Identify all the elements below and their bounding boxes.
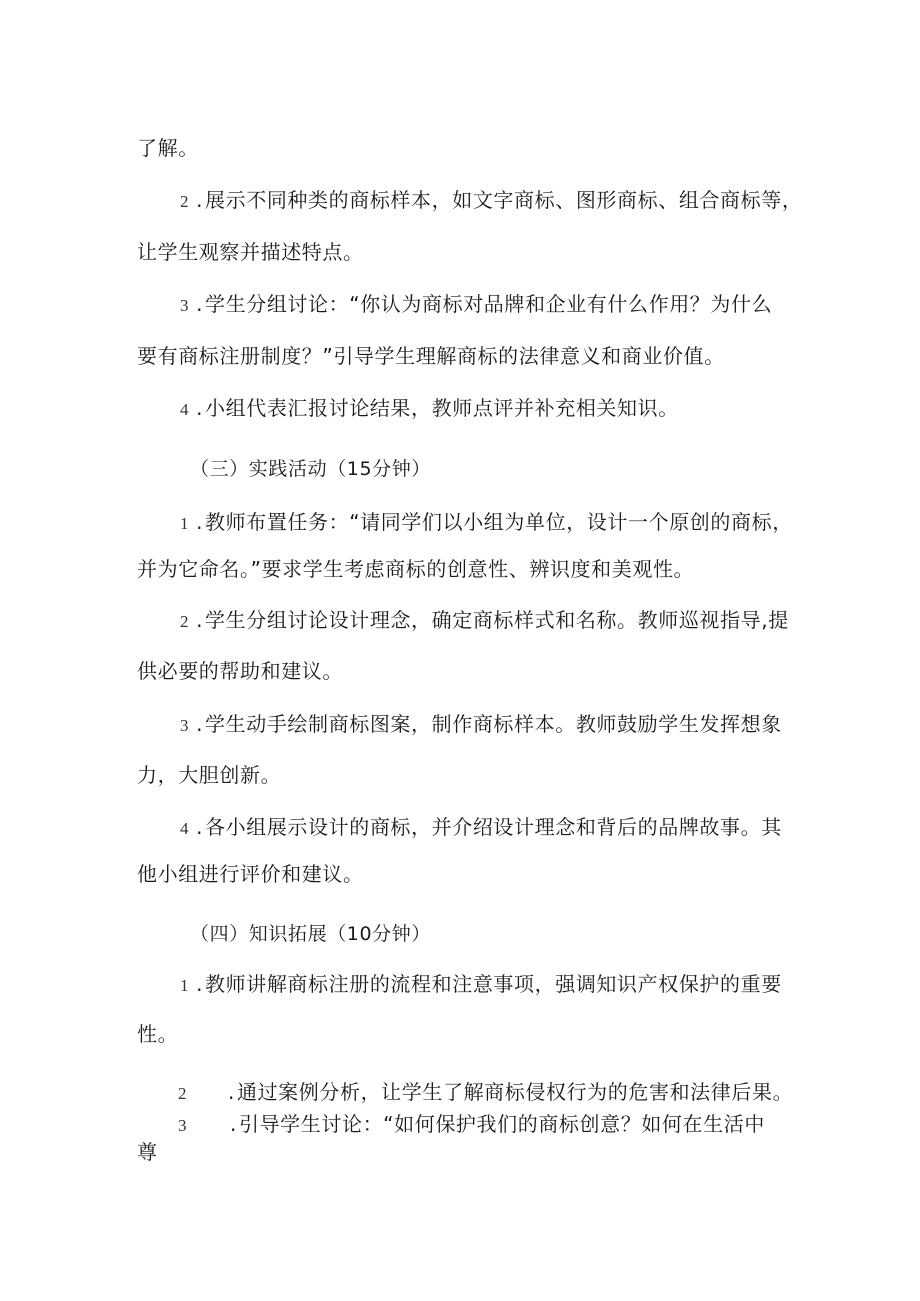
list-item: 4 . 各小组展示设计的商标，并介绍设计理念和背后的品牌故事。其 bbox=[180, 815, 782, 839]
item-text-line1: 各小组展示设计的商标，并介绍设计理念和背后的品牌故事。其 bbox=[205, 815, 782, 839]
item-text-line2: 让学生观察并描述特点。 bbox=[137, 240, 364, 264]
item-text-line2: 性。 bbox=[137, 1022, 179, 1046]
item-text-line1: 教师讲解商标注册的流程和注意事项，强调知识产权保护的重要 bbox=[205, 972, 782, 996]
list-item: 1 . 教师布置任务：“请同学们以小组为单位，设计一个原创的商标， bbox=[180, 510, 793, 534]
item-number: 4 bbox=[180, 400, 190, 419]
list-item: 2 . 通过案例分析，让学生了解商标侵权行为的危害和法律后果。 bbox=[178, 1078, 793, 1108]
item-number: 2 bbox=[180, 192, 190, 211]
list-item: 3 . 学生动手绘制商标图案，制作商标样本。教师鼓励学生发挥想象 bbox=[180, 712, 782, 736]
paragraph-tail: 了解。 bbox=[137, 136, 199, 160]
list-item: 3 . 学生分组讨论：“你认为商标对品牌和企业有什么作用？为什么 bbox=[180, 292, 773, 316]
item-text-line2: 并为它命名。”要求学生考虑商标的创意性、辨识度和美观性。 bbox=[137, 557, 695, 581]
item-number: 2 bbox=[178, 1084, 188, 1103]
item-text-line1: 学生分组讨论：“你认为商标对品牌和企业有什么作用？为什么 bbox=[205, 292, 773, 316]
item-number: 2 bbox=[180, 612, 190, 631]
list-item: 2 . 展示不同种类的商标样本，如文字商标、图形商标、组合商标等， bbox=[180, 188, 803, 212]
item-text-line2: 要有商标注册制度？”引导学生理解商标的法律意义和商业价值。 bbox=[137, 344, 725, 368]
item-text-line2: 供必要的帮助和建议。 bbox=[137, 659, 343, 683]
item-text-line1: 教师布置任务：“请同学们以小组为单位，设计一个原创的商标， bbox=[205, 510, 793, 534]
list-item: 3 . 引导学生讨论：“如何保护我们的商标创意？如何在生活中 bbox=[178, 1110, 765, 1140]
item-number: 3 bbox=[180, 716, 190, 735]
list-item: 1 . 教师讲解商标注册的流程和注意事项，强调知识产权保护的重要 bbox=[180, 972, 782, 996]
item-text-line1: 学生动手绘制商标图案，制作商标样本。教师鼓励学生发挥想象 bbox=[205, 712, 782, 736]
item-number: 3 bbox=[180, 296, 190, 315]
item-text-line1: 小组代表汇报讨论结果，教师点评并补充相关知识。 bbox=[205, 396, 679, 420]
item-number: 1 bbox=[180, 514, 190, 533]
item-text-line1: 通过案例分析，让学生了解商标侵权行为的危害和法律后果。 bbox=[236, 1080, 794, 1104]
item-text-line2: 他小组进行评价和建议。 bbox=[137, 862, 364, 886]
item-text-line1: 展示不同种类的商标样本，如文字商标、图形商标、组合商标等， bbox=[205, 188, 803, 212]
item-text-line1: 引导学生讨论：“如何保护我们的商标创意？如何在生活中 bbox=[238, 1112, 765, 1136]
item-text-line2: 尊 bbox=[137, 1140, 158, 1164]
item-number: 4 bbox=[180, 819, 190, 838]
item-text-line2: 力，大胆创新。 bbox=[137, 763, 282, 787]
list-item: 4 . 小组代表汇报讨论结果，教师点评并补充相关知识。 bbox=[180, 396, 679, 420]
section-heading: （四）知识拓展（10分钟） bbox=[190, 923, 431, 945]
section-heading: （三）实践活动（15分钟） bbox=[190, 458, 431, 480]
list-item: 2 . 学生分组讨论设计理念，确定商标样式和名称。教师巡视指导,提 bbox=[180, 608, 789, 632]
item-text-line1: 学生分组讨论设计理念，确定商标样式和名称。教师巡视指导,提 bbox=[205, 608, 789, 632]
item-number: 3 bbox=[178, 1116, 188, 1135]
item-number: 1 bbox=[180, 976, 190, 995]
